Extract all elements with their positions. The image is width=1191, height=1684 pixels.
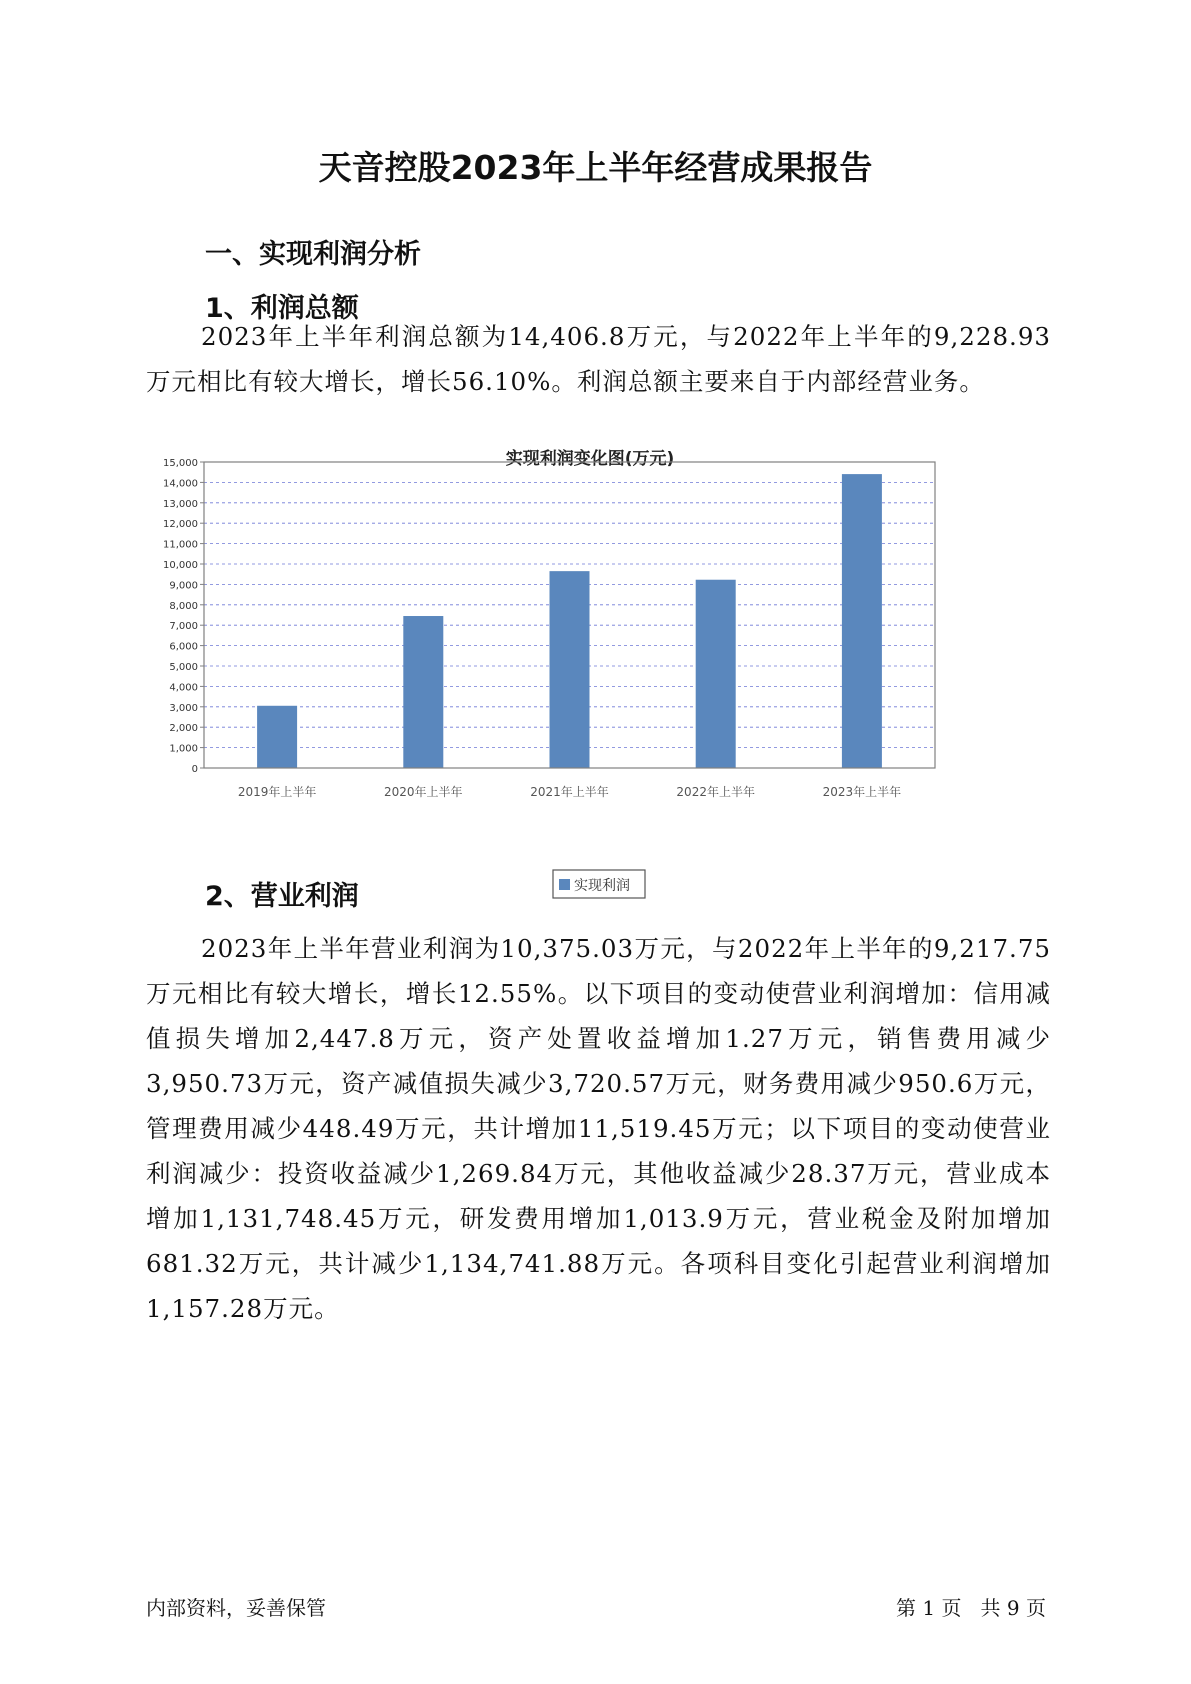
y-tick-label: 2,000 (169, 723, 198, 735)
x-tick-label: 2019年上半年 (237, 785, 317, 799)
bar (550, 571, 590, 768)
paragraph-operating-profit: 2023年上半年营业利润为10,375.03万元，与2022年上半年的9,217.75万元相比有较大增长，增长12.55%。以下项目的变动使营业利润增加：信用减值损失增加2,447.8万元，资产处置收益增加1.27万元，销售费用减少3,950.73万元，资产减值损失减少3,720.57万元，财务费用减少950.6万元，管理费用减少448.49万元，共计增加11,519.45万元；以下项目的变动使营业利润减少：投资收益减少1,269.84万元，其他收益减少28.37万元，营业成本增加1,131,748.45万元，研发费用增加1,013.9万元，营业税金及附加增加681.32万元，共计减少1,134,741.88万元。各项科目变化引起营业利润增加1,157.28万元。 (146, 934, 1051, 1323)
chart-legend (553, 870, 645, 898)
y-tick-label: 14,000 (163, 478, 198, 490)
legend-swatch (559, 879, 570, 890)
chart-title: 实现利润变化图(万元) (505, 449, 675, 469)
y-tick-label: 11,000 (163, 539, 198, 551)
y-tick-label: 3,000 (169, 702, 198, 714)
y-tick-label: 4,000 (169, 682, 198, 694)
y-tick-label: 12,000 (163, 519, 198, 531)
bar (842, 474, 882, 768)
y-tick-label: 10,000 (163, 560, 198, 571)
footer-page-number: 第 1 页 共 9 页 (896, 1596, 1046, 1620)
y-tick-label: 0 (191, 764, 198, 775)
y-tick-label: 7,000 (169, 621, 198, 633)
x-tick-label: 2022年上半年 (676, 785, 755, 799)
y-tick-label: 6,000 (169, 641, 198, 653)
page-title: 天音控股2023年上半年经营成果报告 (318, 148, 873, 187)
subsection-heading-operating-profit: 2、营业利润 (205, 881, 359, 912)
y-tick-label: 5,000 (169, 662, 198, 673)
bar (696, 580, 736, 768)
subsection-heading-total-profit: 1、利润总额 (205, 293, 359, 324)
x-tick-label: 2020年上半年 (384, 785, 463, 799)
bar (403, 616, 443, 768)
legend-label: 实现利润 (574, 878, 630, 894)
footer-confidential-note: 内部资料，妥善保管 (146, 1596, 326, 1620)
y-tick-label: 8,000 (169, 600, 198, 612)
y-tick-label: 15,000 (163, 458, 198, 469)
y-tick-label: 9,000 (169, 580, 198, 592)
x-tick-label: 2021年上半年 (530, 785, 609, 799)
section-heading: 一、实现利润分析 (205, 239, 421, 270)
y-tick-label: 1,000 (169, 743, 198, 755)
y-tick-label: 13,000 (163, 498, 198, 510)
x-tick-label: 2023年上半年 (822, 785, 902, 799)
paragraph-total-profit: 2023年上半年利润总额为14,406.8万元，与2022年上半年的9,228.93万元相比有较大增长，增长56.10%。利润总额主要来自于内部经营业务。 (146, 322, 1051, 396)
profit-bar-chart (150, 448, 1030, 908)
bar (257, 706, 297, 768)
